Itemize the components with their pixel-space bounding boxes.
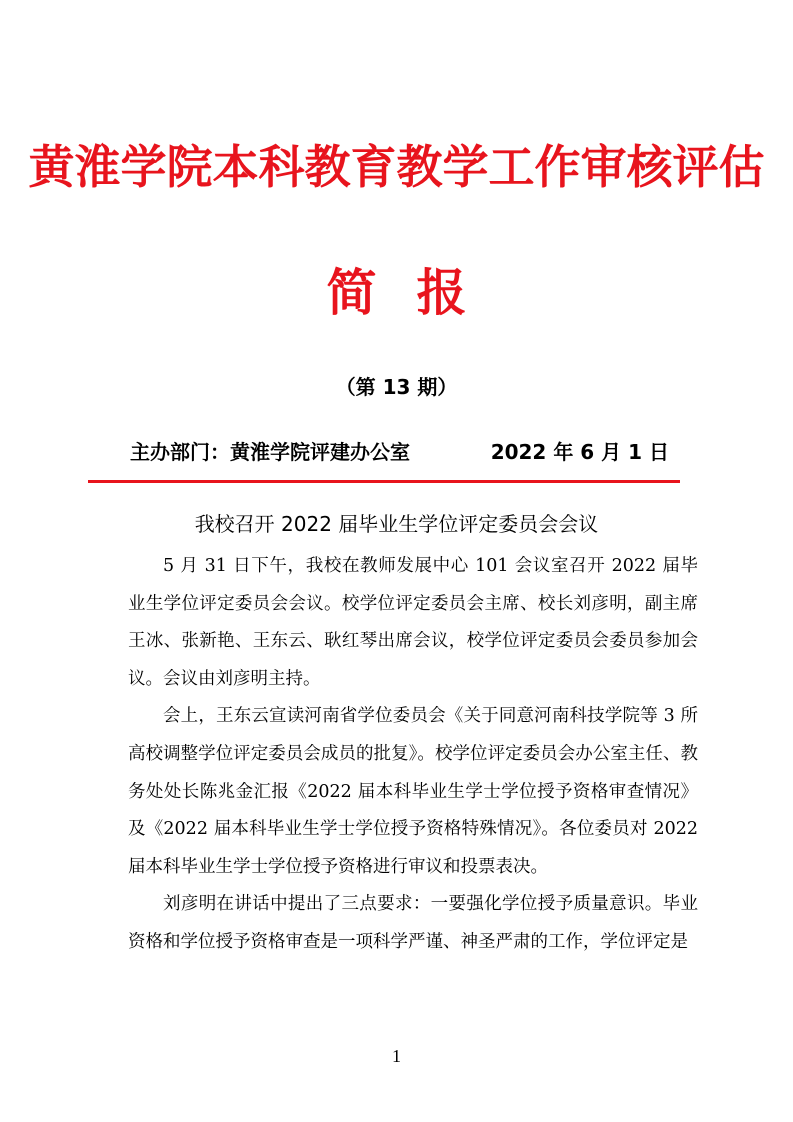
article-body — [128, 548, 698, 962]
sponsor-department: 主办部门：黄淮学院评建办公室 — [130, 440, 410, 464]
article-paragraph: 5 月 31 日下午，我校在教师发展中心 101 会议室召开 2022 届毕业生学位评定委员会会议。校学位评定委员会主席、校长刘彦明，副主席王冰、张新艳、王东云、耿红琴出席会议，校学位评定委员会委员参加会议。会议由刘彦明主持。 — [128, 556, 698, 689]
masthead-brief: 简报 — [326, 264, 507, 322]
article-title: 我校召开 2022 届毕业生学位评定委员会会议 — [194, 512, 599, 536]
red-divider-line — [88, 480, 680, 483]
page-number: 1 — [392, 1046, 401, 1066]
article-paragraph: 刘彦明在讲话中提出了三点要求：一要强化学位授予质量意识。毕业资格和学位授予资格审查是一项科学严谨、神圣严肃的工作，学位评定是 — [128, 894, 698, 952]
article-paragraph: 会上，王东云宣读河南省学位委员会《关于同意河南科技学院等 3 所高校调整学位评定委员会成员的批复》。校学位评定委员会办公室主任、教务处处长陈兆金汇报《2022 届本科毕业生学士学位授予资格审查情况》及《2022 届本科毕业生学士学位授予资格特殊情况》。各位委员对 2022 届本科毕业生学士学位授予资格进行审议和投票表决。 — [128, 706, 698, 877]
issue-date: 2022 年 6 月 1 日 — [490, 440, 669, 464]
issue-number: （第 13 期） — [335, 375, 458, 399]
masthead-title: 黄淮学院本科教育教学工作审核评估 — [28, 140, 765, 194]
